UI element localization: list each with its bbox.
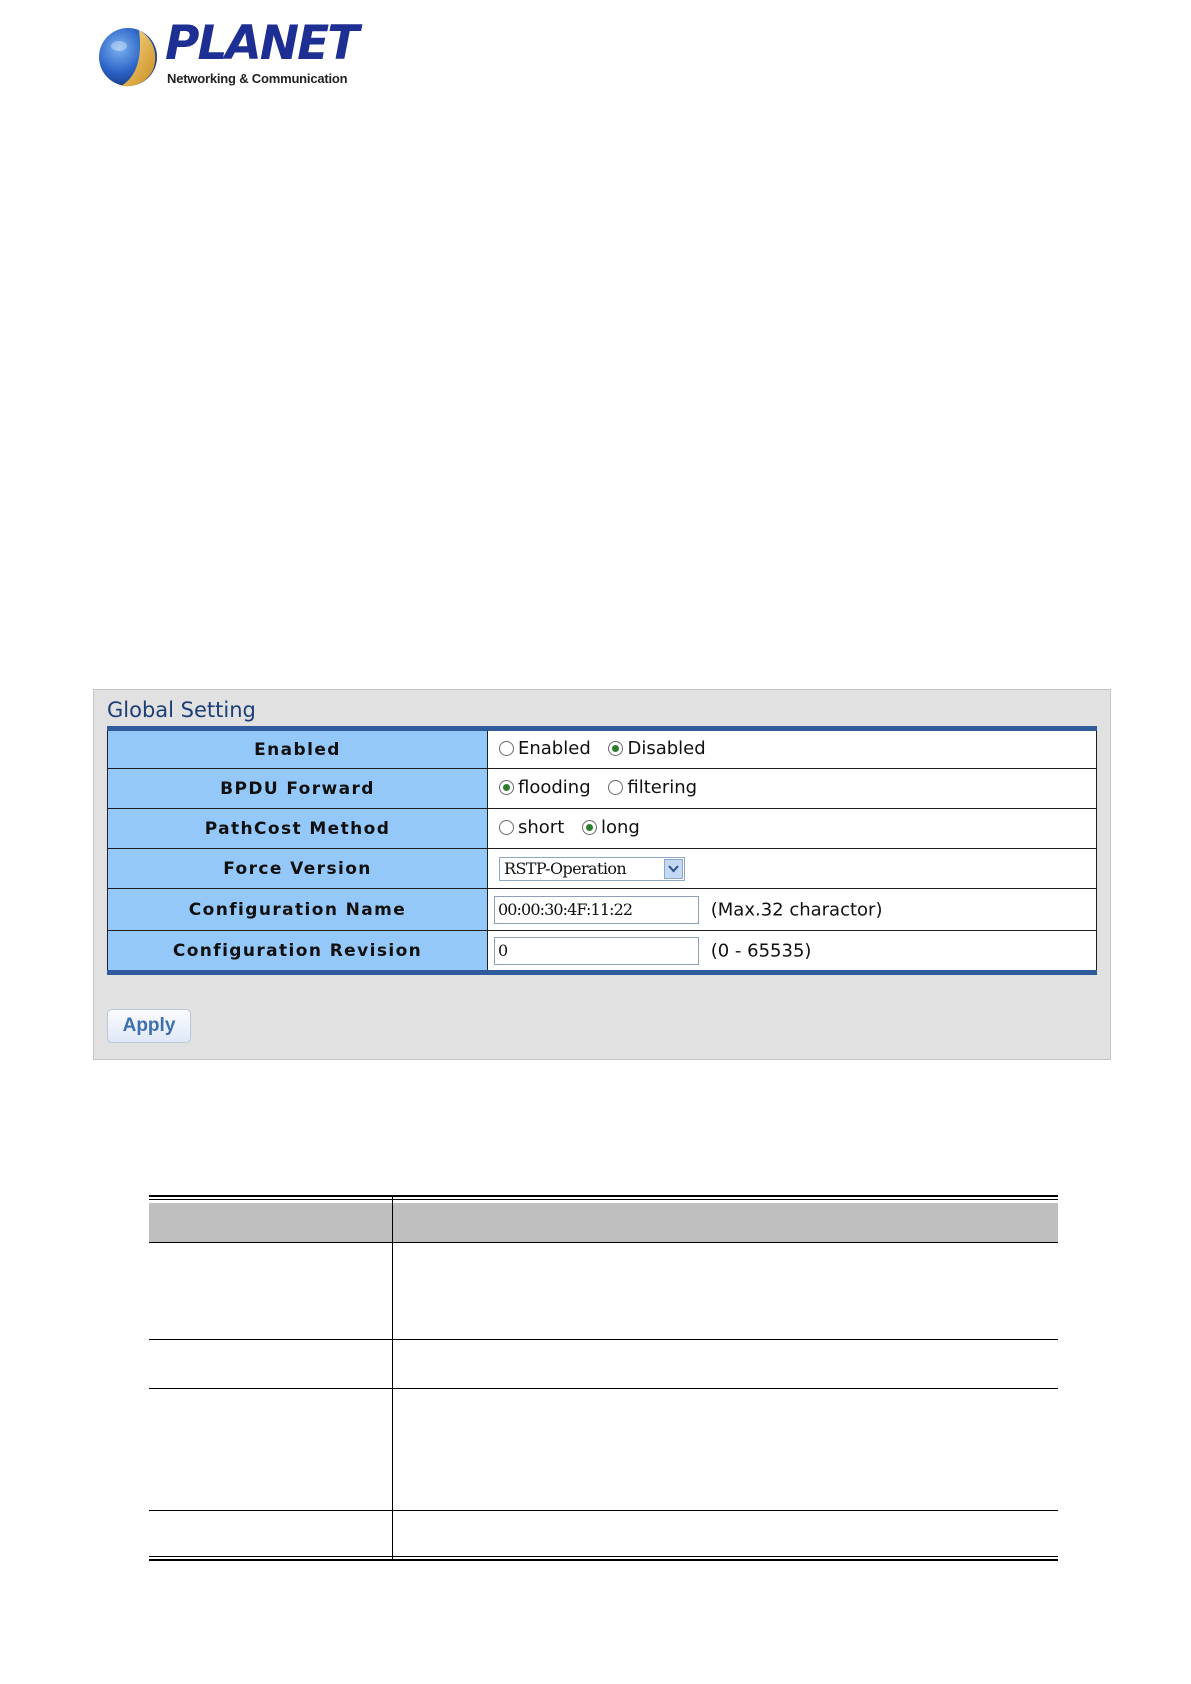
table-bottom-rule [149,1559,1058,1561]
radio-button[interactable] [608,780,623,795]
disabled-radio-option[interactable] [608,738,705,759]
configuration-revision-hint: (0 - 65535) [710,940,812,961]
setting-row-enabled [108,729,1097,769]
setting-label: Configuration Revision [108,931,488,973]
configuration-name-input[interactable]: 00:00:30:4F:11:22 [494,896,699,924]
setting-label: Enabled [108,729,488,769]
select-value: RSTP-Operation [504,859,627,878]
table-bottom-rule-inner [149,1556,1058,1557]
configuration-name-hint: (Max.32 charactor) [710,899,883,920]
flooding-radio-option[interactable] [499,777,591,798]
table-top-rule-inner [149,1199,1058,1200]
description-table [149,1195,1058,1560]
radio-label: Disabled [627,738,706,759]
filtering-radio-option[interactable] [608,777,697,798]
setting-label: Configuration Name [108,889,488,931]
enabled-radio-option[interactable] [499,738,591,759]
radio-label: filtering [627,777,698,798]
global-setting-panel [93,689,1111,1060]
radio-button[interactable] [499,820,514,835]
short-radio-option[interactable] [499,817,564,838]
setting-value [488,729,1097,769]
setting-value [488,849,1097,889]
table-column-divider [392,1195,393,1560]
planet-logo [97,16,358,92]
radio-label: long [601,817,640,838]
apply-button[interactable]: Apply [107,1009,191,1043]
radio-label: Enabled [518,738,591,759]
table-row-divider [149,1339,1058,1340]
setting-label: PathCost Method [108,809,488,849]
chevron-down-icon[interactable] [664,859,683,879]
setting-row-configuration-revision [108,931,1097,973]
setting-label: Force Version [108,849,488,889]
logo-wordmark: PLANET [165,16,358,71]
table-row-divider [149,1510,1058,1511]
table-top-rule [149,1195,1058,1197]
setting-label: BPDU Forward [108,769,488,809]
panel-title: Global Setting [107,698,256,722]
setting-row-pathcost-method [108,809,1097,849]
configuration-revision-input[interactable]: 0 [494,937,699,965]
globe-icon [97,24,163,90]
table-header-row [149,1203,1058,1242]
setting-row-configuration-name [108,889,1097,931]
setting-row-force-version [108,849,1097,889]
setting-value [488,889,1097,931]
radio-button-selected[interactable] [499,780,514,795]
setting-value [488,809,1097,849]
radio-button-selected[interactable] [608,741,623,756]
long-radio-option[interactable] [582,817,640,838]
radio-label: flooding [518,777,591,798]
radio-button[interactable] [499,741,514,756]
radio-button-selected[interactable] [582,820,597,835]
setting-value [488,769,1097,809]
global-setting-table [107,726,1097,975]
table-row-divider [149,1242,1058,1243]
setting-row-bpdu-forward [108,769,1097,809]
radio-label: short [518,817,565,838]
logo-tagline: Networking & Communication [167,71,348,86]
table-row-divider [149,1388,1058,1389]
force-version-select[interactable] [499,857,685,881]
setting-value [488,931,1097,973]
